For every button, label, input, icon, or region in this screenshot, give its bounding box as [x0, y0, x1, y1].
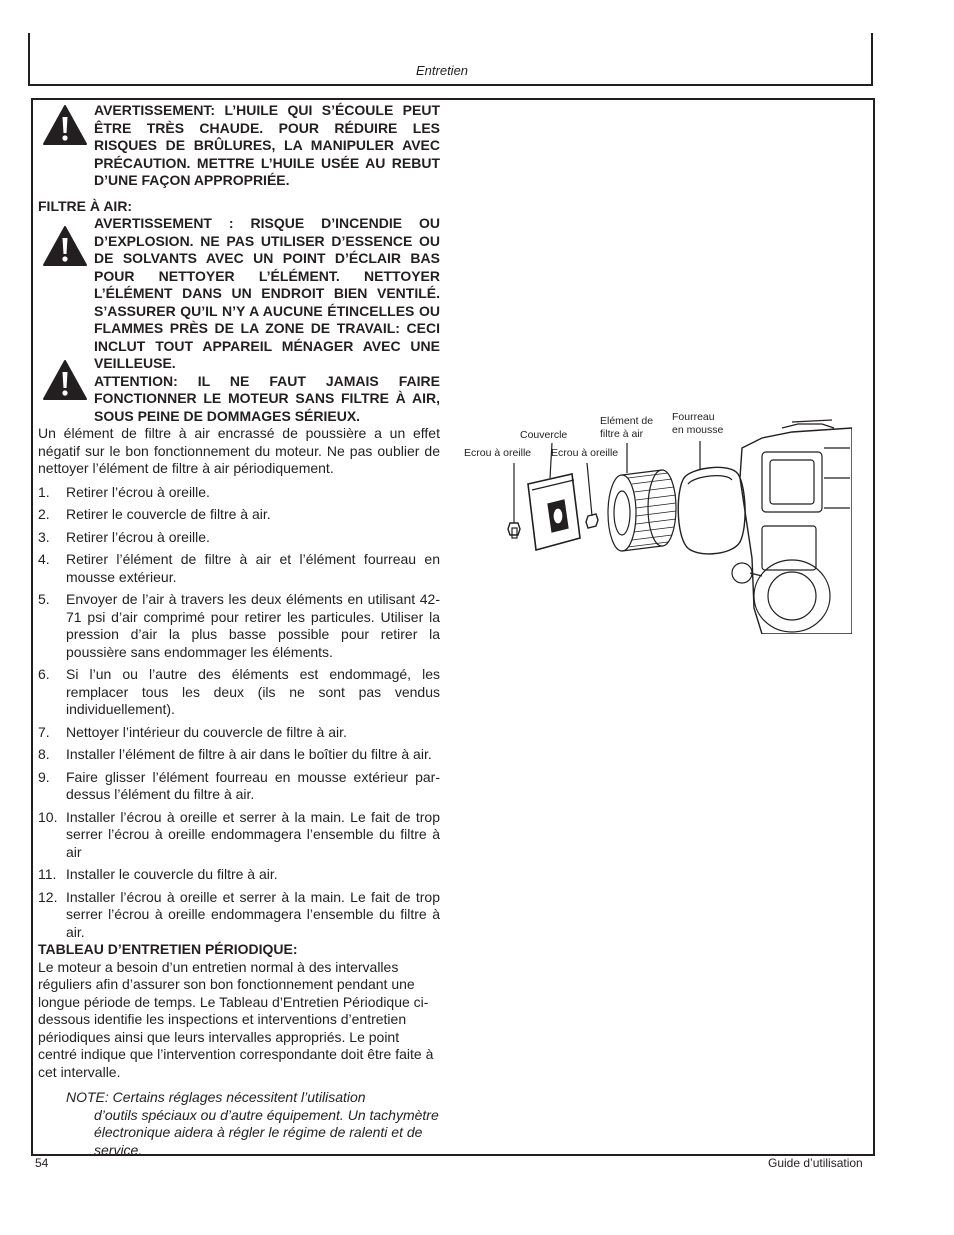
- oil-warning: [38, 102, 440, 190]
- label-wing-nut-right: Ecrou à oreille: [551, 447, 619, 459]
- label-foam-sleeve: Fourreau en mousse: [672, 411, 724, 436]
- label-wing-nut-left: Ecrou à oreille: [464, 447, 532, 459]
- warning-icon: [42, 225, 88, 267]
- oil-warning-text: AVERTISSEMENT: L’HUILE QUI S’ÉCOULE PEUT ÊTRE TRÈS CHAUDE. POUR RÉDUIRE LES RISQUES DE BRÛLURES, LA MANIPULER AVEC PRÉCAUTION. METTRE L’HUILE USÉE AU REBUT D’UNE FAÇON APPROPRIÉE.: [94, 102, 440, 188]
- page-number: 54: [35, 1156, 49, 1170]
- list-item: 4. Retirer l’élément de filtre à air et l’élément fourreau en mousse extérieur.: [38, 551, 440, 585]
- air-filter-illustration: [462, 408, 852, 634]
- air-filter-intro: Un élément de filtre à air encrassé de poussière a un effet négatif sur le bon fonctionnement du moteur. Ne pas oublier de nettoyer l’élément de filtre à air périodiquement.: [38, 425, 440, 476]
- air-filter-heading: FILTRE À AIR:: [38, 197, 133, 214]
- header-rule-left: [28, 33, 30, 85]
- caution-warning-text: ATTENTION: IL NE FAUT JAMAIS FAIRE FONCTIONNER LE MOTEUR SANS FILTRE À AIR, SOUS PEINE DE DOMMAGES SÉRIEUX.: [94, 372, 440, 424]
- note-first-line: NOTE: Certains réglages nécessitent l’utilisation: [66, 1089, 366, 1105]
- list-item: 5. Envoyer de l’air à travers les deux éléments en utilisant 42-71 psi d’air comprimé pour retirer les particules. Utiliser la pression d’air la plus basse possible pour retirer la poussière sans endommager les éléments.: [38, 591, 440, 660]
- list-item: 10. Installer l’écrou à oreille et serrer à la main. Le fait de trop serrer l’écrou à oreille endommagera l’ensemble du filtre à air: [38, 808, 440, 860]
- warning-icon: [42, 104, 88, 146]
- list-item: 1. Retirer l’écrou à oreille.: [38, 483, 210, 500]
- header-rule-right: [871, 33, 873, 85]
- text-column: [38, 102, 440, 1159]
- note: [38, 1089, 440, 1159]
- label-filter-element: Elément de filtre à air: [600, 415, 654, 440]
- list-item: 6. Si l’un ou l’autre des éléments est endommagé, les remplacer tous les deux (ils ne sont pas vendus individuellement).: [38, 666, 440, 717]
- schedule-heading: TABLEAU D’ENTRETIEN PÉRIODIQUE:: [38, 941, 298, 957]
- section-title: Entretien: [416, 63, 469, 78]
- list-item: 9. Faire glisser l’élément fourreau en mousse extérieur par-dessus l’élément du filtre à air.: [38, 768, 440, 802]
- list-item: 3. Retirer l’écrou à oreille.: [38, 528, 210, 545]
- list-item: 7. Nettoyer l’intérieur du couvercle de filtre à air.: [38, 723, 347, 740]
- fire-warning-text: AVERTISSEMENT : RISQUE D’INCENDIE OU D’EXPLOSION. NE PAS UTILISER D’ESSENCE OU DE SOLVANTS AVEC UN POINT D’ÉCLAIR BAS POUR NETTOYER L’ÉLÉMENT. NETTOYER L’ÉLÉMENT DANS UN ENDROIT BIEN VENTILÉ. S’ASSURER QU’IL N’Y A AUCUNE ÉTINCELLES OU FLAMMES PRÈS DE LA ZONE DE TRAVAIL: CECI INCLUT TOUT APPAREIL MÉNAGER AVEC UNE VEILLEUSE.: [94, 215, 440, 371]
- list-item: 8. Installer l’élément de filtre à air dans le boîtier du filtre à air.: [38, 746, 432, 762]
- list-item: 12. Installer l’écrou à oreille et serrer à la main. Le fait de trop serrer l’écrou à oreille endommagera l’ensemble du filtre à air.: [38, 888, 440, 940]
- caution-warning: [38, 373, 440, 426]
- list-item: 11. Installer le couvercle du filtre à air.: [38, 866, 278, 882]
- note-continuation: d’outils spéciaux ou d’autre équipement. Un tachymètre électronique aidera à régler le régime de ralenti et de service.: [94, 1106, 439, 1158]
- warning-icon: [42, 359, 88, 401]
- list-item: 2. Retirer le couvercle de filtre à air.: [38, 506, 271, 522]
- label-cover: Couvercle: [520, 429, 568, 441]
- fire-warning: [38, 215, 440, 373]
- header-rule-bottom: [28, 84, 873, 86]
- guide-title: Guide d’utilisation: [768, 1156, 863, 1170]
- schedule-text: Le moteur a besoin d’un entretien normal à des intervalles réguliers afin d’assurer son bon fonctionnement pendant une longue période de temps. Le Tableau d’Entretien Périodique ci-dessous identifie les inspections et interventions d’entretien périodiques ainsi que leurs intervalles appropriés. Le point centré indique que l’intervention correspondante doit être faite à cet intervalle.: [38, 958, 434, 1080]
- air-filter-steps: [38, 484, 440, 942]
